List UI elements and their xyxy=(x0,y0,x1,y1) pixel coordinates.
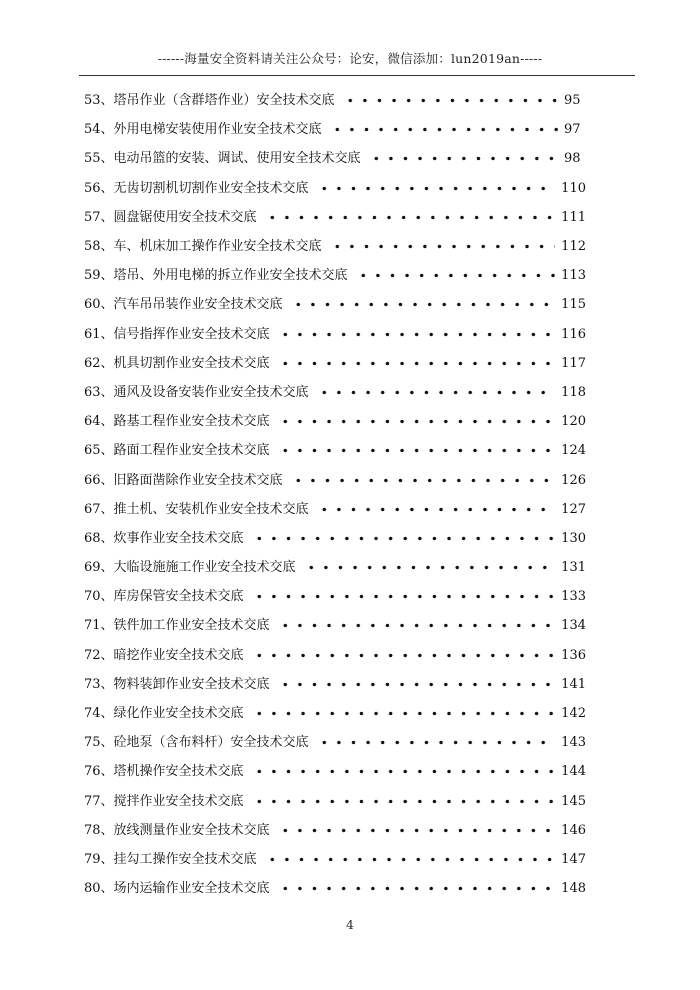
toc-entry-number: 61、 xyxy=(84,326,114,342)
toc-entry-page: 146 xyxy=(561,822,586,838)
toc-entry-number: 62、 xyxy=(84,355,114,371)
toc-entry-page: 95 xyxy=(564,93,581,109)
toc-entry-number: 66、 xyxy=(84,472,114,488)
toc-dot-leader xyxy=(278,328,556,341)
toc-entry-title: 路面工程作业安全技术交底 xyxy=(113,443,270,459)
toc-entry-title: 无齿切割机切割作业安全技术交底 xyxy=(113,180,309,196)
toc-dot-leader xyxy=(252,707,556,720)
toc-entry-title: 圆盘锯使用安全技术交底 xyxy=(113,209,257,225)
toc-entry-page: 134 xyxy=(561,618,586,634)
toc-entry-title: 物料装卸作业安全技术交底 xyxy=(113,676,270,692)
header-divider xyxy=(79,75,635,76)
toc-entry xyxy=(84,816,586,845)
toc-entry-page: 142 xyxy=(561,706,586,722)
toc-entry-title: 大临设施施工作业安全技术交底 xyxy=(113,560,296,576)
toc-entry-number: 80、 xyxy=(84,881,114,897)
toc-entry-number: 75、 xyxy=(84,735,114,751)
toc-entry-page: 144 xyxy=(561,764,586,780)
toc-entry-page: 111 xyxy=(561,209,586,225)
toc-dot-leader xyxy=(330,123,558,136)
toc-dot-leader xyxy=(252,765,556,778)
toc-entry-title: 车、机床加工操作作业安全技术交底 xyxy=(113,239,322,255)
toc-entry-title: 推土机、安装机作业安全技术交底 xyxy=(113,501,309,517)
toc-dot-leader xyxy=(252,532,556,545)
toc-dot-leader xyxy=(330,240,556,253)
toc-entry xyxy=(84,670,586,699)
toc-entry xyxy=(84,232,586,261)
toc-entry-title: 搅拌作业安全技术交底 xyxy=(113,793,244,809)
toc-entry-page: 98 xyxy=(564,151,581,167)
toc-dot-leader xyxy=(278,824,556,837)
toc-entry-title: 路基工程作业安全技术交底 xyxy=(113,414,270,430)
toc-entry-number: 78、 xyxy=(84,822,114,838)
toc-entry-page: 112 xyxy=(561,239,586,255)
toc-dot-leader xyxy=(278,357,556,370)
toc-entry-number: 63、 xyxy=(84,384,114,400)
toc-entry-title: 铁件加工作业安全技术交底 xyxy=(113,618,270,634)
toc-entry-page: 147 xyxy=(561,851,586,867)
toc-entry-number: 67、 xyxy=(84,501,114,517)
toc-entry-page: 141 xyxy=(561,676,586,692)
toc-entry-title: 炊事作业安全技术交底 xyxy=(113,530,244,546)
toc-entry-title: 砼地泵（含布料杆）安全技术交底 xyxy=(113,735,309,751)
toc-entry-title: 汽车吊吊装作业安全技术交底 xyxy=(113,297,283,313)
toc-entry-number: 65、 xyxy=(84,443,114,459)
toc-entry-number: 74、 xyxy=(84,706,114,722)
toc-entry-number: 54、 xyxy=(84,122,114,138)
toc-entry-number: 64、 xyxy=(84,414,114,430)
toc-entry-page: 133 xyxy=(561,589,586,605)
toc-entry xyxy=(84,320,586,349)
toc-entry xyxy=(84,407,586,436)
toc-entry xyxy=(84,524,586,553)
toc-entry-page: 118 xyxy=(561,384,586,400)
toc-entry xyxy=(84,641,586,670)
toc-entry xyxy=(84,290,586,319)
toc-entry-page: 148 xyxy=(561,881,586,897)
toc-entry-number: 60、 xyxy=(84,297,114,313)
toc-entry xyxy=(84,611,586,640)
page-number: 4 xyxy=(346,918,354,932)
toc-entry-number: 57、 xyxy=(84,209,114,225)
toc-dot-leader xyxy=(252,795,556,808)
toc-dot-leader xyxy=(278,882,556,895)
toc-entry-title: 场内运输作业安全技术交底 xyxy=(113,881,270,897)
toc-entry-number: 56、 xyxy=(84,180,114,196)
toc-entry-number: 68、 xyxy=(84,530,114,546)
toc-dot-leader xyxy=(317,386,556,399)
toc-entry-title: 通风及设备安装作业安全技术交底 xyxy=(113,384,309,400)
toc-entry xyxy=(84,144,586,173)
toc-entry xyxy=(84,699,586,728)
toc-dot-leader xyxy=(291,474,556,487)
toc-entry-number: 55、 xyxy=(84,151,114,167)
toc-entry-title: 挂勾工操作安全技术交底 xyxy=(113,851,257,867)
toc-entry-page: 130 xyxy=(561,530,586,546)
toc-entry-title: 暗挖作业安全技术交底 xyxy=(113,647,244,663)
toc-entry-page: 143 xyxy=(561,735,586,751)
toc-dot-leader xyxy=(317,736,556,749)
toc-dot-leader xyxy=(252,649,556,662)
toc-entry xyxy=(84,115,586,144)
toc-entry-number: 53、 xyxy=(84,93,114,109)
toc-dot-leader xyxy=(278,415,556,428)
toc-dot-leader xyxy=(265,211,556,224)
toc-dot-leader xyxy=(278,678,556,691)
toc-entry-number: 73、 xyxy=(84,676,114,692)
toc-entry xyxy=(84,349,586,378)
toc-entry-page: 116 xyxy=(561,326,586,342)
toc-entry-page: 117 xyxy=(561,355,586,371)
toc-dot-leader xyxy=(317,182,556,195)
toc-dot-leader xyxy=(356,269,556,282)
toc-entry xyxy=(84,757,586,786)
toc-entry xyxy=(84,582,586,611)
toc-dot-leader xyxy=(291,298,556,311)
toc-entry xyxy=(84,378,586,407)
toc-dot-leader xyxy=(369,152,558,165)
toc-entry xyxy=(84,261,586,290)
toc-dot-leader xyxy=(304,561,556,574)
toc-entry-page: 145 xyxy=(561,793,586,809)
toc-entry-title: 放线测量作业安全技术交底 xyxy=(113,822,270,838)
toc-entry-title: 库房保管安全技术交底 xyxy=(113,589,244,605)
toc-entry-title: 塔吊、外用电梯的拆立作业安全技术交底 xyxy=(113,268,348,284)
toc-entry xyxy=(84,174,586,203)
toc-dot-leader xyxy=(343,94,558,107)
toc-dot-leader xyxy=(252,590,556,603)
toc-entry-page: 97 xyxy=(564,122,581,138)
page-header-notice: ------海量安全资料请关注公众号：论安，微信添加：lun2019an----- xyxy=(157,51,543,66)
toc-entry-title: 信号指挥作业安全技术交底 xyxy=(113,326,270,342)
toc-dot-leader xyxy=(278,444,556,457)
toc-entry-number: 59、 xyxy=(84,268,114,284)
toc-entry-page: 127 xyxy=(561,501,586,517)
toc-entry xyxy=(84,845,586,874)
toc-entry-page: 131 xyxy=(561,560,586,576)
toc-entry-page: 124 xyxy=(561,443,586,459)
toc-entry-title: 机具切割作业安全技术交底 xyxy=(113,355,270,371)
toc-entry xyxy=(84,436,586,465)
toc-entry xyxy=(84,495,586,524)
toc-entry-number: 58、 xyxy=(84,239,114,255)
toc-entry-page: 113 xyxy=(561,268,586,284)
toc-entry-title: 旧路面凿除作业安全技术交底 xyxy=(113,472,283,488)
toc-entry xyxy=(84,874,586,903)
toc-entry-number: 79、 xyxy=(84,851,114,867)
toc-entry-page: 120 xyxy=(561,414,586,430)
toc-entry-title: 塔吊作业（含群塔作业）安全技术交底 xyxy=(113,93,335,109)
toc-entry-title: 绿化作业安全技术交底 xyxy=(113,706,244,722)
toc-entry-number: 76、 xyxy=(84,764,114,780)
toc-entry-number: 71、 xyxy=(84,618,114,634)
toc-entry-number: 77、 xyxy=(84,793,114,809)
toc-entry-title: 电动吊篮的安装、调试、使用安全技术交底 xyxy=(113,151,361,167)
table-of-contents xyxy=(84,86,586,903)
toc-entry xyxy=(84,553,586,582)
toc-entry-page: 136 xyxy=(561,647,586,663)
toc-entry-title: 塔机操作安全技术交底 xyxy=(113,764,244,780)
toc-entry xyxy=(84,86,586,115)
toc-dot-leader xyxy=(278,619,556,632)
toc-dot-leader xyxy=(265,853,556,866)
toc-entry-page: 126 xyxy=(561,472,586,488)
toc-entry xyxy=(84,465,586,494)
toc-entry-page: 115 xyxy=(561,297,586,313)
toc-entry-number: 70、 xyxy=(84,589,114,605)
toc-entry xyxy=(84,787,586,816)
toc-dot-leader xyxy=(317,503,556,516)
toc-entry xyxy=(84,203,586,232)
toc-entry-title: 外用电梯安装使用作业安全技术交底 xyxy=(113,122,322,138)
toc-entry-number: 69、 xyxy=(84,560,114,576)
toc-entry-number: 72、 xyxy=(84,647,114,663)
toc-entry xyxy=(84,728,586,757)
toc-entry-page: 110 xyxy=(561,180,586,196)
